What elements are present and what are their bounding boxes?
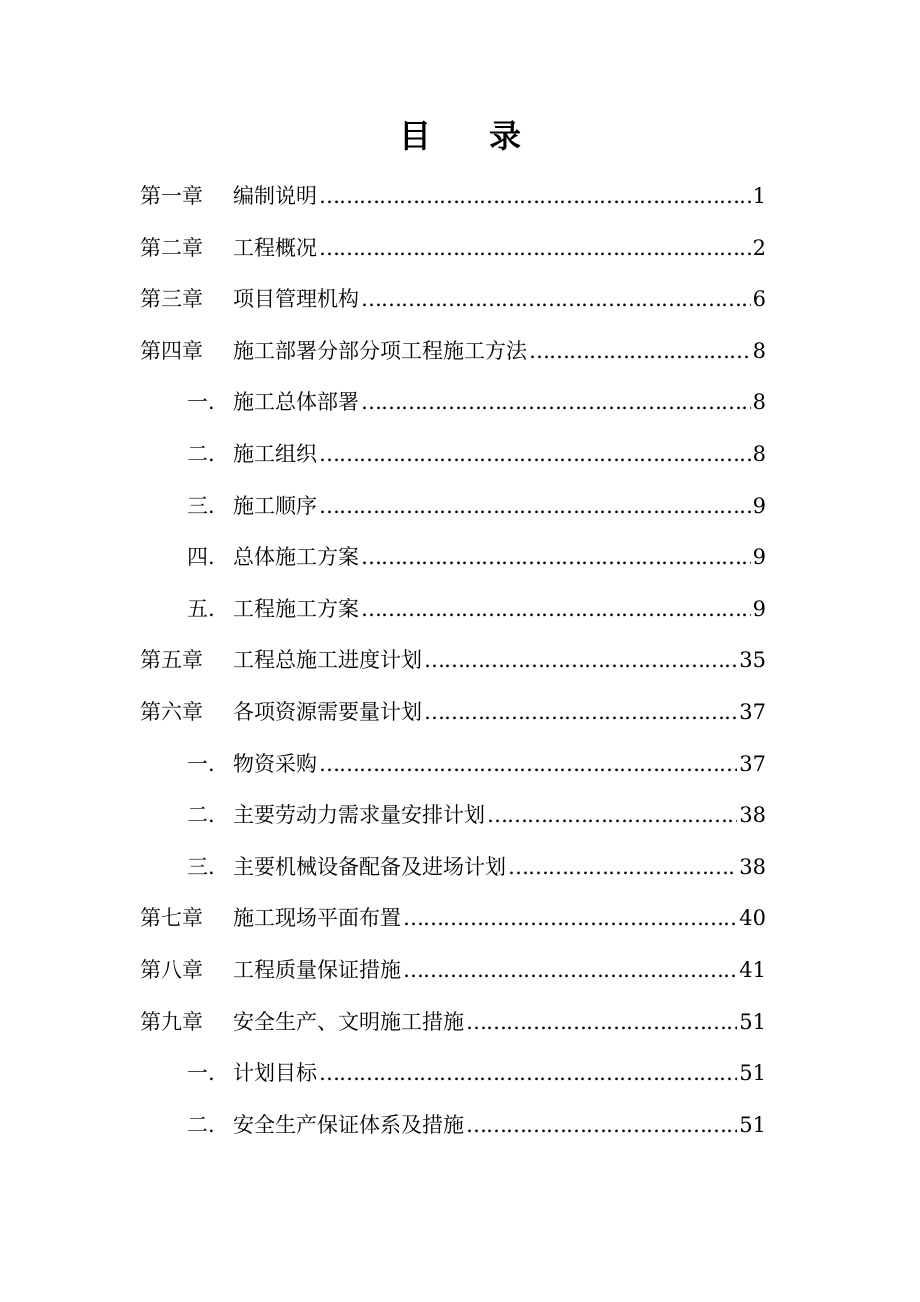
toc-entry-page-number: 37 bbox=[739, 751, 766, 776]
toc-entry[interactable] bbox=[140, 279, 766, 319]
toc-entry-label: 工程质量保证措施 bbox=[233, 958, 401, 982]
toc-entry-number: 一. bbox=[187, 390, 215, 415]
toc-entry-page-number: 38 bbox=[739, 854, 766, 879]
toc-entry-label: 编制说明 bbox=[233, 184, 317, 208]
toc-entry-page-number: 37 bbox=[739, 700, 766, 724]
toc-entry-number: 一. bbox=[187, 1061, 215, 1086]
toc-entry[interactable] bbox=[140, 692, 766, 732]
toc-entry[interactable] bbox=[140, 640, 766, 680]
toc-entry-label: 总体施工方案 bbox=[233, 545, 359, 570]
toc-entry-number: 第二章 bbox=[140, 235, 203, 260]
toc-entry-label: 各项资源需要量计划 bbox=[233, 700, 422, 724]
toc-entry-page-number: 8 bbox=[752, 442, 766, 466]
toc-title-part2: 录 bbox=[489, 117, 522, 155]
toc-entry[interactable] bbox=[187, 589, 766, 629]
toc-entry-page-number: 9 bbox=[752, 596, 766, 621]
toc-entry-number: 第一章 bbox=[140, 184, 203, 208]
toc-entry-page-number: 38 bbox=[739, 803, 766, 828]
toc-entry-page-number: 6 bbox=[752, 287, 766, 312]
toc-entry-label: 计划目标 bbox=[233, 1061, 317, 1086]
toc-entry-label: 主要劳动力需求量安排计划 bbox=[233, 803, 485, 828]
toc-entry[interactable] bbox=[187, 486, 766, 526]
toc-entry-label: 物资采购 bbox=[233, 751, 317, 776]
toc-entry[interactable] bbox=[140, 1002, 766, 1042]
toc-entry-page-number: 41 bbox=[739, 958, 766, 982]
toc-entry-label: 施工总体部署 bbox=[233, 390, 359, 415]
toc-entry[interactable] bbox=[140, 898, 766, 938]
toc-leader-dots bbox=[319, 228, 751, 268]
toc-entry-number: 二. bbox=[187, 803, 215, 828]
toc-entry-page-number: 51 bbox=[739, 1112, 766, 1137]
toc-title-part1: 目 bbox=[398, 117, 431, 155]
toc-entry-label: 工程总施工进度计划 bbox=[233, 648, 422, 673]
toc-entry-label: 施工部署分部分项工程施工方法 bbox=[233, 338, 527, 363]
toc-leader-dots bbox=[361, 279, 751, 319]
toc-leader-dots bbox=[361, 589, 751, 629]
toc-entry-label: 主要机械设备配备及进场计划 bbox=[233, 854, 506, 879]
toc-entry-label: 施工现场平面布置 bbox=[233, 906, 401, 931]
toc-entry[interactable] bbox=[140, 331, 766, 371]
toc-entry-page-number: 1 bbox=[752, 184, 766, 208]
toc-entry-page-number: 51 bbox=[739, 1061, 766, 1086]
toc-entry-page-number: 8 bbox=[752, 338, 766, 363]
toc-entry[interactable] bbox=[187, 537, 766, 577]
toc-entry-number: 第四章 bbox=[140, 338, 203, 363]
toc-leader-dots bbox=[361, 382, 751, 422]
toc-entry-label: 施工顺序 bbox=[233, 493, 317, 518]
toc-leader-dots bbox=[529, 331, 751, 371]
toc-leader-dots bbox=[424, 692, 737, 732]
toc-entry-label: 安全生产、文明施工措施 bbox=[233, 1009, 464, 1034]
toc-entry-page-number: 40 bbox=[739, 906, 766, 931]
toc-entry-number: 三. bbox=[187, 493, 215, 518]
toc-entry-label: 安全生产保证体系及措施 bbox=[233, 1112, 464, 1137]
toc-entry-number: 一. bbox=[187, 751, 215, 776]
toc-entry[interactable] bbox=[140, 228, 766, 268]
toc-leader-dots bbox=[403, 898, 737, 938]
toc-entry[interactable] bbox=[187, 795, 766, 835]
toc-entry-label: 工程概况 bbox=[233, 235, 317, 260]
toc-leader-dots bbox=[508, 847, 737, 887]
toc-entry[interactable] bbox=[187, 744, 766, 784]
toc-entry[interactable] bbox=[140, 176, 766, 216]
toc-leader-dots bbox=[319, 486, 751, 526]
toc-entry-number: 五. bbox=[187, 596, 215, 621]
toc-entry[interactable] bbox=[187, 382, 766, 422]
toc-leader-dots bbox=[361, 537, 751, 577]
toc-entry[interactable] bbox=[187, 1053, 766, 1093]
toc-entry-label: 施工组织 bbox=[233, 442, 317, 466]
toc-entry-page-number: 2 bbox=[752, 235, 766, 260]
toc-entry-number: 第五章 bbox=[140, 648, 203, 673]
toc-leader-dots bbox=[403, 950, 737, 990]
toc-entry-number: 第三章 bbox=[140, 287, 203, 312]
toc-entry-number: 二. bbox=[187, 442, 215, 466]
toc-entry-number: 第七章 bbox=[140, 906, 203, 931]
toc-entry[interactable] bbox=[187, 1105, 766, 1145]
toc-entry-number: 二. bbox=[187, 1112, 215, 1137]
toc-entry-label: 项目管理机构 bbox=[233, 287, 359, 312]
toc-entry-number: 第六章 bbox=[140, 700, 203, 724]
toc-leader-dots bbox=[487, 795, 737, 835]
toc-entry-number: 第九章 bbox=[140, 1009, 203, 1034]
toc-entry[interactable] bbox=[187, 434, 766, 474]
toc-title bbox=[0, 112, 920, 160]
toc-entry-page-number: 35 bbox=[739, 648, 766, 673]
toc-entry-page-number: 9 bbox=[752, 493, 766, 518]
toc-entry[interactable] bbox=[140, 950, 766, 990]
toc-leader-dots bbox=[319, 434, 751, 474]
toc-entry-number: 第八章 bbox=[140, 958, 203, 982]
toc-entry-number: 三. bbox=[187, 854, 215, 879]
toc-entry-label: 工程施工方案 bbox=[233, 596, 359, 621]
toc-leader-dots bbox=[319, 176, 751, 216]
toc-entry-page-number: 8 bbox=[752, 390, 766, 415]
toc-leader-dots bbox=[319, 744, 737, 784]
toc-entry-number: 四. bbox=[187, 545, 215, 570]
toc-leader-dots bbox=[466, 1002, 737, 1042]
toc-leader-dots bbox=[466, 1105, 737, 1145]
toc-entry[interactable] bbox=[187, 847, 766, 887]
toc-leader-dots bbox=[319, 1053, 737, 1093]
toc-entry-page-number: 9 bbox=[752, 545, 766, 570]
toc-leader-dots bbox=[424, 640, 737, 680]
toc-entry-page-number: 51 bbox=[739, 1009, 766, 1034]
